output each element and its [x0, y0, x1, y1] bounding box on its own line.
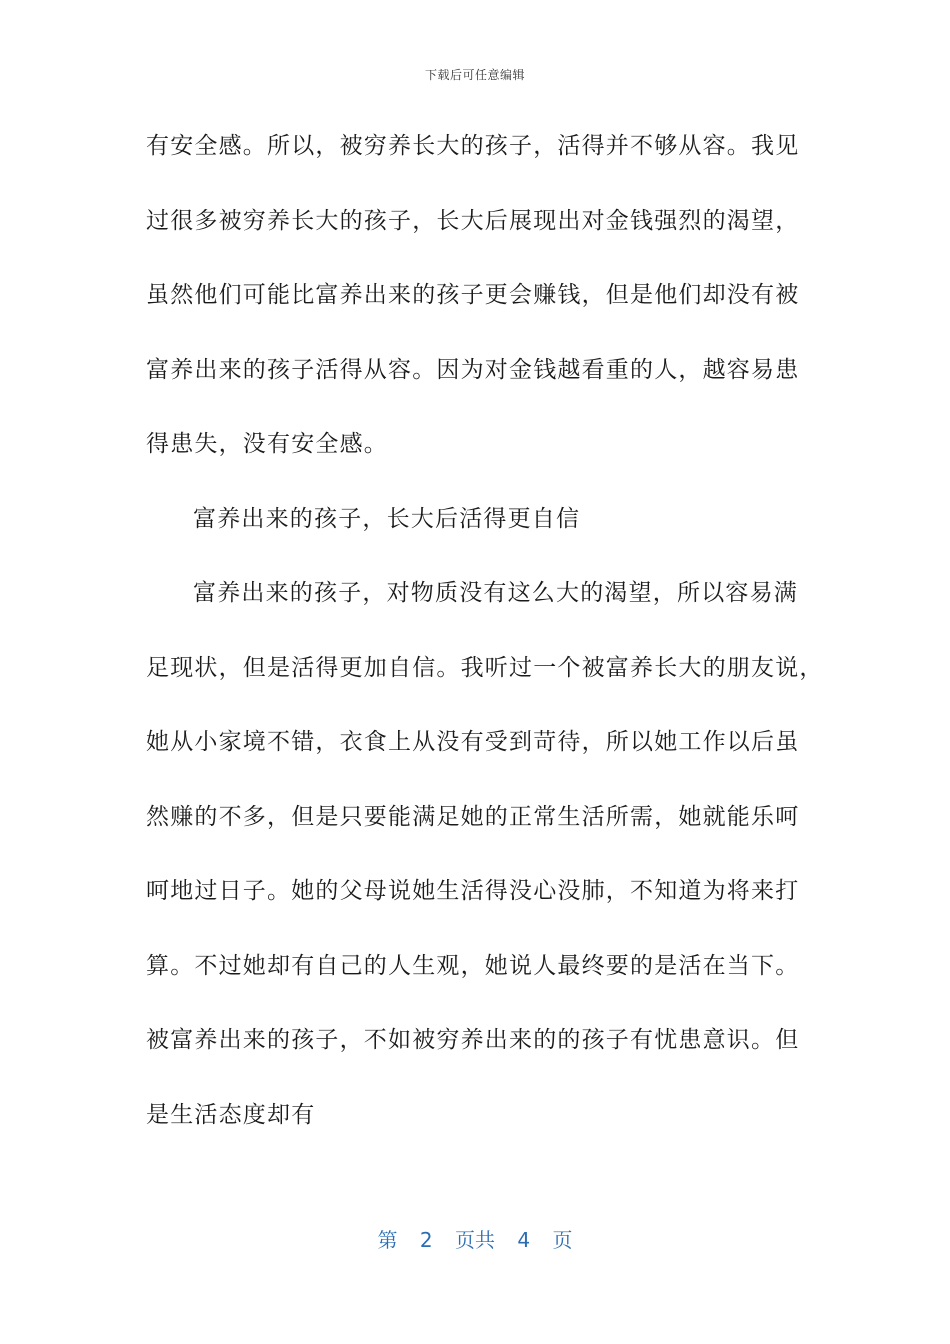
body-line: 富养出来的孩子活得从容。因为对金钱越看重的人，越容易患: [146, 356, 800, 383]
header-note: 下载后可任意编辑: [424, 68, 525, 82]
body-line: 她从小家境不错，衣食上从没有受到苛待，所以她工作以后虽: [146, 729, 800, 755]
page-total: 4: [517, 1228, 531, 1252]
body-line: 虽然他们可能比富养出来的孩子更会赚钱，但是他们却没有被: [146, 282, 800, 308]
document-body: [146, 120, 824, 1163]
body-line: 富养出来的孩子，对物质没有这么大的渴望，所以容易满: [193, 580, 798, 606]
page-current: 2: [419, 1228, 433, 1252]
page-label-mid: 页共: [455, 1228, 495, 1252]
page-label-suffix: 页: [552, 1228, 573, 1252]
body-line: 是生活态度却有: [146, 1101, 316, 1128]
body-line: 被富养出来的孩子，不如被穷养出来的的孩子有忧患意识。但: [146, 1027, 800, 1053]
body-line: 足现状，但是活得更加自信。我听过一个被富养长大的朋友说，: [146, 654, 824, 681]
body-line: 然赚的不多，但是只要能满足她的正常生活所需，她就能乐呵: [146, 803, 800, 830]
body-line: 算。不过她却有自己的人生观，她说人最终要的是活在当下。: [146, 952, 800, 979]
section-heading: 富养出来的孩子，长大后活得更自信: [193, 505, 581, 532]
body-line: 有安全感。所以，被穷养长大的孩子，活得并不够从容。我见: [146, 133, 800, 159]
page-footer: [0, 1224, 950, 1253]
body-line: 过很多被穷养长大的孩子，长大后展现出对金钱强烈的渴望，: [146, 207, 800, 234]
body-line: 呵地过日子。她的父母说她生活得没心没肺，不知道为将来打: [146, 878, 800, 904]
body-line: 得患失，没有安全感。: [146, 431, 388, 457]
page-label-prefix: 第: [377, 1228, 398, 1252]
